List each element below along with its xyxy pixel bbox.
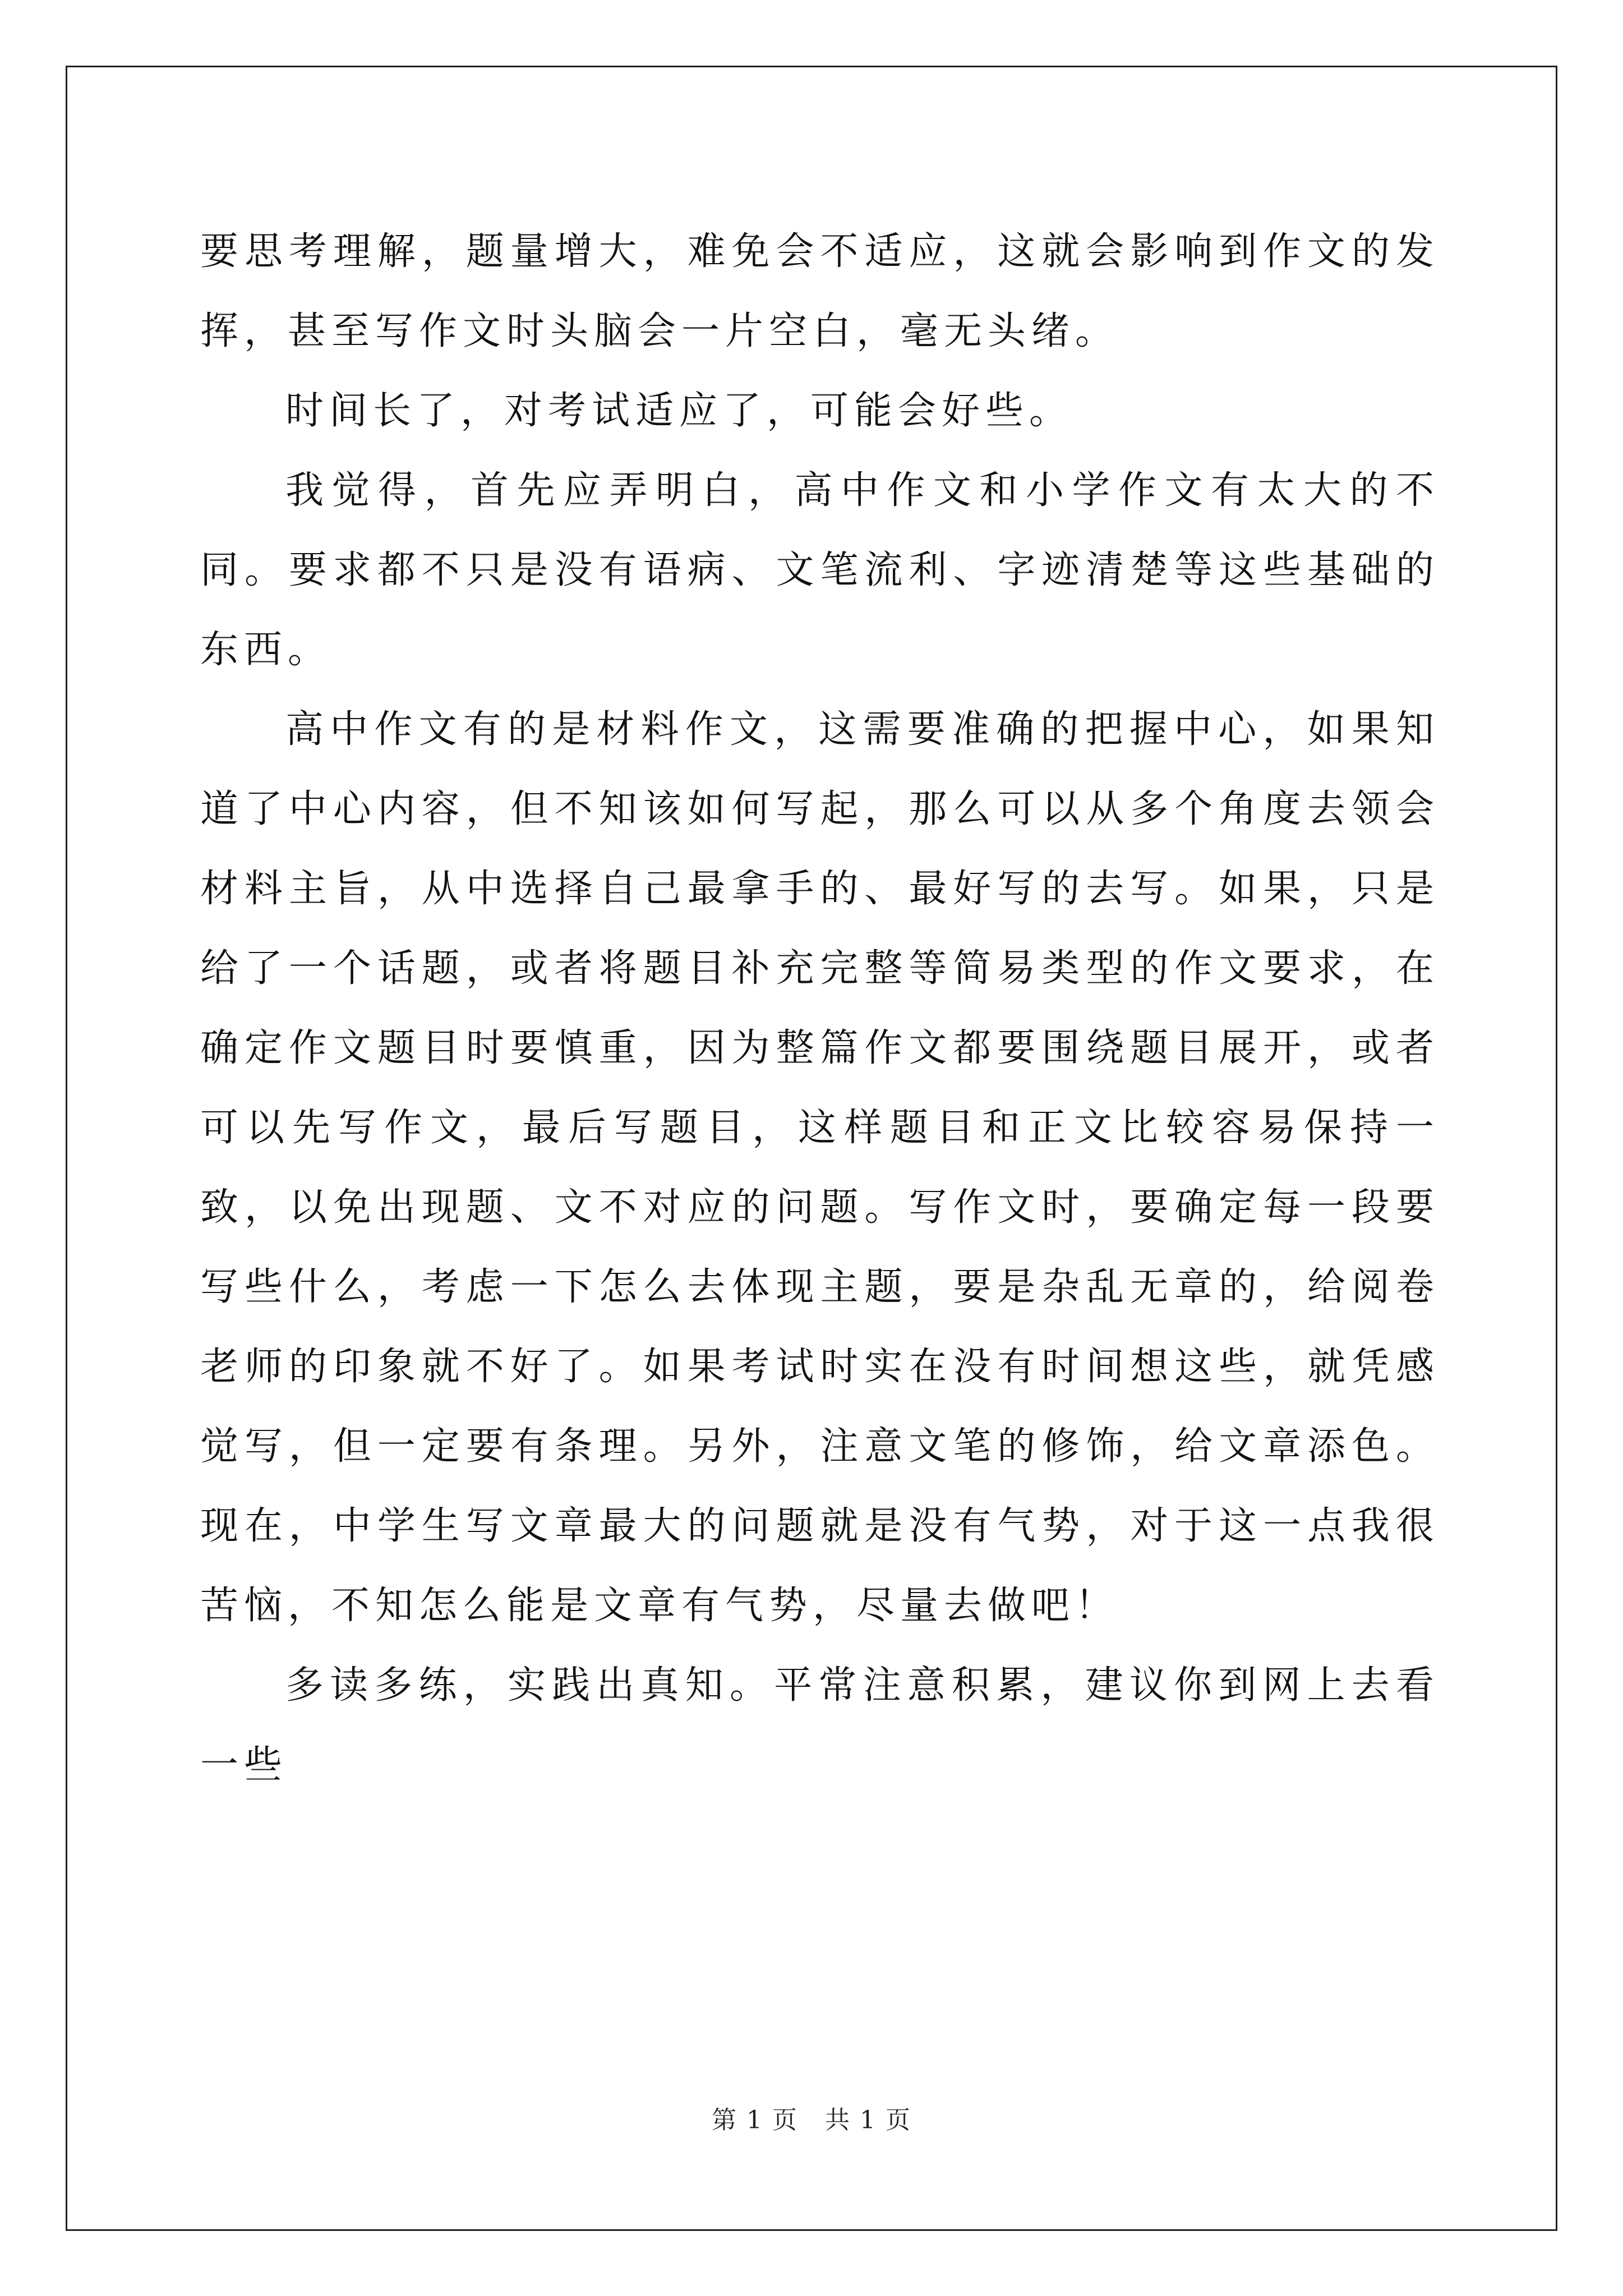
paragraph: 高中作文有的是材料作文，这需要准确的把握中心，如果知道了中心内容，但不知该如何写起，那么可以从多个角度去领会材料主旨，从中选择自己最拿手的、最好写的去写。如果，只是给了一个话题，或者将题目补充完整等简易类型的作文要求，在确定作文题目时要慎重，因为整篇作文都要围绕题目展开，或者可以先写作文，最后写题目，这样题目和正文比较容易保持一致，以免出现题、文不对应的问题。写作文时，要确定每一段要写些什么，考虑一下怎么去体现主题，要是杂乱无章的，给阅卷老师的印象就不好了。如果考试时实在没有时间想这些，就凭感觉写，但一定要有条理。另外，注意文笔的修饰，给文章添色。现在，中学生写文章最大的问题就是没有气势，对于这一点我很苦恼，不知怎么能是文章有气势，尽量去做吧！	[200, 707, 1440, 1628]
paragraph: 时间长了，对考试适应了，可能会好些。	[285, 389, 1073, 433]
paragraph: 多读多练，实践出真知。平常注意积累，建议你到网上去看一些	[200, 1663, 1440, 1787]
paragraph: 要思考理解，题量增大，难免会不适应，这就会影响到作文的发挥，甚至写作文时头脑会一片空白，毫无头绪。	[200, 229, 1440, 353]
document-body	[200, 212, 1440, 1805]
page-number: 第 1 页	[712, 2106, 798, 2134]
page-footer	[0, 2105, 1623, 2136]
page-total: 共 1 页	[825, 2106, 911, 2134]
paragraph: 我觉得，首先应弄明白，高中作文和小学作文有太大的不同。要求都不只是没有语病、文笔流利、字迹清楚等这些基础的东西。	[200, 468, 1440, 672]
